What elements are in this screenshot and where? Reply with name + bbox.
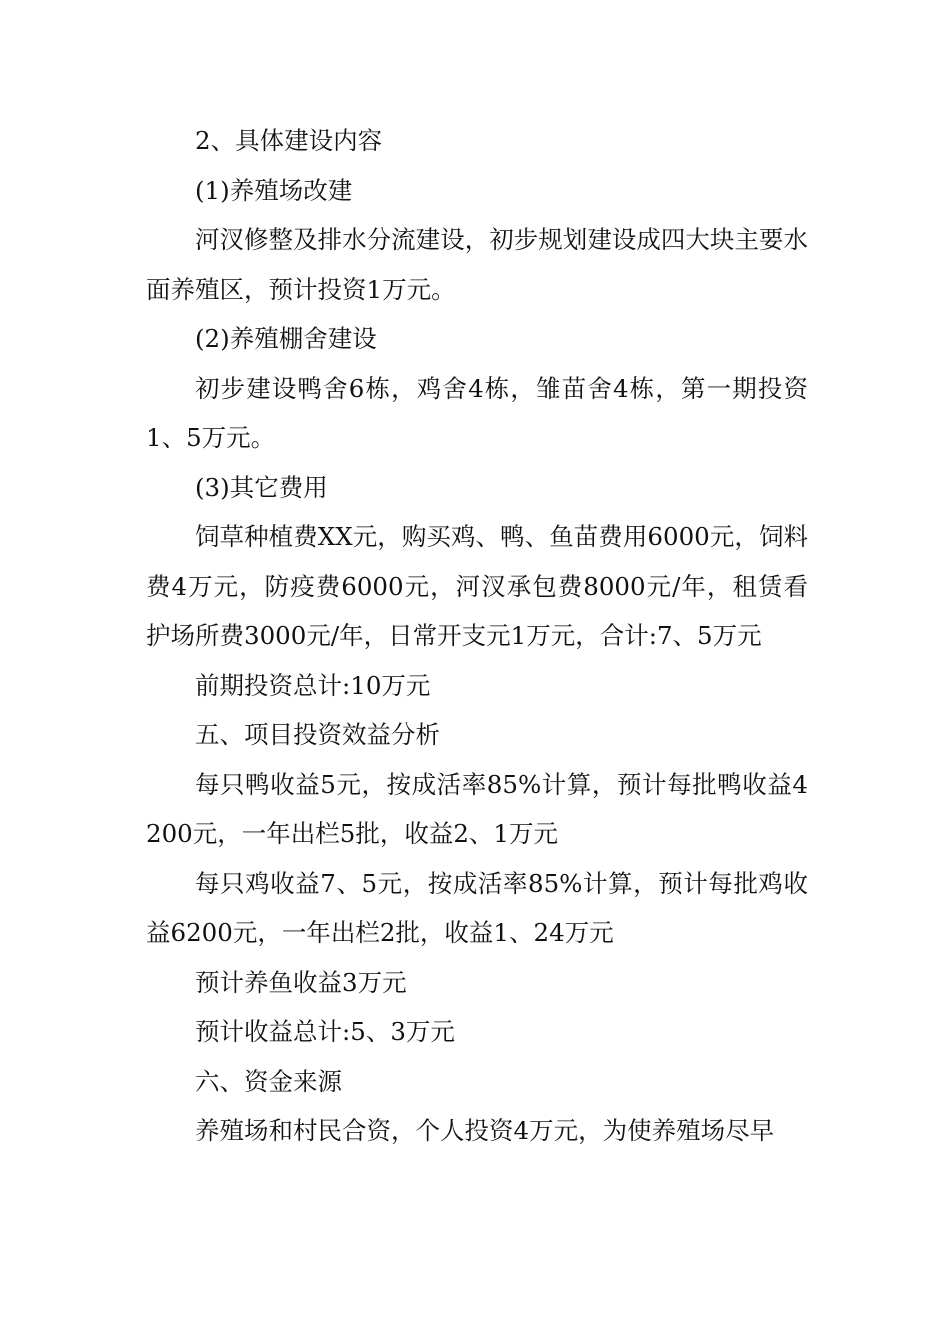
- subheading-farm-renovation: (1)养殖场改建: [195, 175, 353, 205]
- subheading-sheds: (2)养殖棚舍建设: [195, 324, 377, 353]
- paragraph-chicken-benefit: 每只鸡收益7、5元，按成活率85%计算，预计每批鸡收益6200元，一年出栏2批，收益1、24万元: [146, 868, 808, 947]
- paragraph-benefit-total: 预计收益总计:5、3万元: [195, 1017, 455, 1046]
- document-body: [146, 116, 808, 1156]
- subheading-other-costs: (3)其它费用: [195, 472, 328, 502]
- section-heading-funding: 六、资金来源: [195, 1066, 342, 1096]
- paragraph-investment-total: 前期投资总计:10万元: [195, 670, 431, 700]
- section-heading-benefit-analysis: 五、项目投资效益分析: [195, 720, 440, 749]
- paragraph-other-costs: 饲草种植费XX元，购买鸡、鸭、鱼苗费用6000元，饲料费4万元，防疫费6000元，河汊承包费8000元/年，租赁看护场所费3000元/年，日常开支元1万元，合计:7、5万元: [146, 522, 808, 650]
- paragraph-fish-benefit: 预计养鱼收益3万元: [195, 967, 407, 997]
- paragraph-duck-benefit: 每只鸭收益5元，按成活率85%计算，预计每批鸭收益4200元，一年出栏5批，收益2、1万元: [146, 769, 808, 848]
- paragraph-farm-renovation: 河汊修整及排水分流建设，初步规划建设成四大块主要水面养殖区，预计投资1万元。: [146, 225, 808, 304]
- section-heading-construction: 2、具体建设内容: [195, 126, 383, 155]
- paragraph-sheds: 初步建设鸭舍6栋，鸡舍4栋，雏苗舍4栋，第一期投资1、5万元。: [146, 373, 808, 452]
- paragraph-funding: 养殖场和村民合资，个人投资4万元，为使养殖场尽早: [195, 1116, 775, 1145]
